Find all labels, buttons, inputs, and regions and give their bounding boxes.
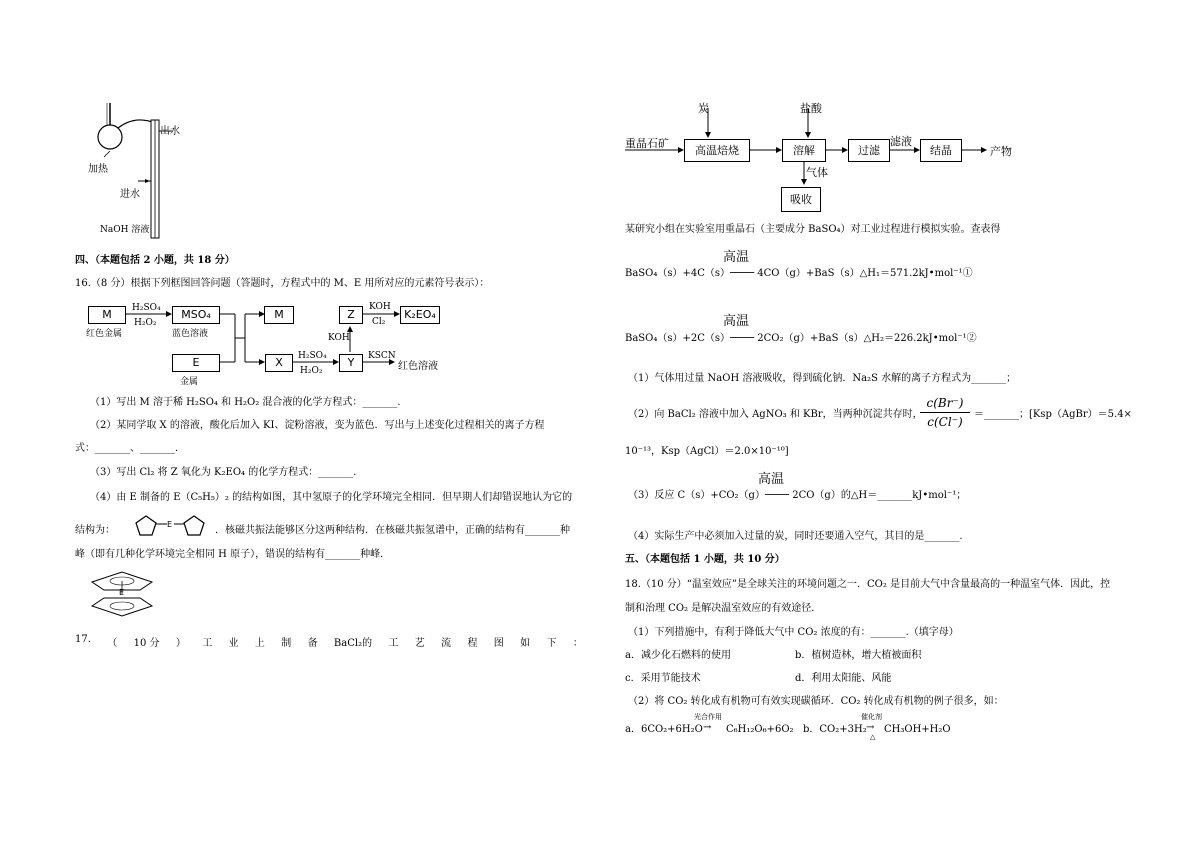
q17-char: 下 <box>546 638 557 649</box>
q17-char: 程 <box>467 638 478 649</box>
q17-char: 17. <box>75 634 91 645</box>
koh-up-label: KOH <box>328 333 350 343</box>
box-E: E <box>172 354 220 372</box>
q17-char: 上 <box>254 638 265 649</box>
q17-eq1: BaSO₄（s）+4C（s）──── 4CO（g）+BaS（s）△H₁＝571.2kJ•mol⁻¹① <box>625 268 973 279</box>
q18-eq-b-left: b．CO₂+3H₂ <box>803 724 867 735</box>
q16-p1: （1）写出 M 溶于稀 H₂SO₄ 和 H₂O₂ 混合液的化学方程式：_______. <box>90 397 401 408</box>
q17-intro: 某研究小组在实验室用重晶石（主要成分 BaSO₄）对工业过程进行模拟实验。查表得 <box>625 224 1001 235</box>
q18-p2: （2）将 CO₂ 转化成有机物可有效实现碳循环．CO₂ 转化成有机物的例子很多，如： <box>628 696 1004 707</box>
q17-flow-connectors <box>620 100 1040 215</box>
box-roast: 高温焙烧 <box>684 139 750 162</box>
arrow2-bottom: H₂O₂ <box>300 366 323 376</box>
filtrate-label: 滤液 <box>890 135 912 148</box>
q17-char: 流 <box>441 638 452 649</box>
box-Y: Y <box>339 354 363 372</box>
heat-label: 加热 <box>88 164 108 175</box>
box-dissolve: 溶解 <box>782 139 826 162</box>
water-out-label: 出水 <box>160 126 180 137</box>
q18-opt-a: a．减少化石燃料的使用 <box>625 650 731 661</box>
wrong-structure-image <box>132 510 212 538</box>
q17-p1: （1）气体用过量 NaOH 溶液吸收，得到硫化钠．Na₂S 水解的离子方程式为_______； <box>628 373 1017 384</box>
q16-p4b-pre: 结构为： <box>75 525 115 536</box>
q17-char: ： <box>572 638 583 649</box>
box-crystal: 结晶 <box>920 139 962 162</box>
q16-p4b-post: ．核磁共振法能够区分这两种结构．在核磁共振氢谱中，正确的结构有_______种 <box>215 525 570 536</box>
ore-label: 重晶石矿 <box>625 137 669 150</box>
arrow1-bottom: H₂O₂ <box>134 318 157 328</box>
q16-p4c: 峰（即有几种化学环境完全相同 H 原子），错误的结构有_______种峰． <box>75 549 391 560</box>
q17-p2b: 10⁻¹³，Ksp（AgCl）＝2.0×10⁻¹⁰] <box>625 446 789 457</box>
box-M2: M <box>264 306 294 324</box>
naoh-label: NaOH 溶液 <box>100 225 150 235</box>
q16-p2a: （2）某同学取 X 的溶液，酸化后加入 KI、淀粉溶液，变为蓝色．写出与上述变化过程相关的离子方程 <box>90 420 545 431</box>
q17-eq2: BaSO₄（s）+2C（s）──── 2CO₂（g）+BaS（s）△H₂＝226.2kJ•mol⁻¹② <box>625 333 977 344</box>
q17-char: BaCl₂的 <box>333 638 373 649</box>
q17-p3: （3）反应 C（s）+CO₂（g）──── 2CO（g）的△H＝_______kJ•mol⁻¹； <box>628 490 967 501</box>
q18-intro1: 18.（10 分）“温室效应”是全球关注的环境问题之一．CO₂ 是目前大气中含量最高的一种温室气体．因此，控 <box>625 579 1111 590</box>
arrow3-bottom: Cl₂ <box>372 317 386 327</box>
q17-heading <box>75 634 583 649</box>
hcl-label: 盐酸 <box>800 102 822 115</box>
eq-a-arrow: → <box>703 722 712 733</box>
fraction-denominator: c(Cl⁻) <box>927 415 963 429</box>
q17-char: （ <box>107 638 118 649</box>
eq3-condition: 高温 <box>758 472 785 487</box>
q17-char: 艺 <box>414 638 425 649</box>
q17-char: 工 <box>388 638 399 649</box>
ferrocene-E-label: E <box>119 588 125 597</box>
q18-opt-d: d．利用太阳能、风能 <box>795 673 892 684</box>
q16-intro: 16.（8 分）根据下列框图回答问题（答题时，方程式中的 M、E 用所对应的元素符号表示）： <box>75 278 490 289</box>
box-MSO4-sublabel: 蓝色溶液 <box>172 329 209 339</box>
red-solution-label: 红色溶液 <box>398 361 438 372</box>
arrow2-top: H₂SO₄ <box>298 351 327 361</box>
arrow1-top: H₂SO₄ <box>132 303 161 313</box>
ksc-label: KSCN <box>368 351 396 361</box>
q16-p3: （3）写出 Cl₂ 将 Z 氧化为 K₂EO₄ 的化学方程式：_______. <box>90 467 357 478</box>
fraction-numerator: c(Br⁻) <box>920 396 970 413</box>
gas-label: 气体 <box>806 166 828 179</box>
q18-opt-c: c．采用节能技术 <box>625 673 701 684</box>
q18-eq-a-right: C₆H₁₂O₆+6O₂ <box>726 724 794 735</box>
q17-char: 业 <box>228 638 239 649</box>
q18-opt-b: b．植树造林，增大植被面积 <box>795 650 922 661</box>
carbon-label: 炭 <box>698 102 709 115</box>
eq-b-condition-top: 催化剂 <box>861 713 882 721</box>
q17-char: 备 <box>307 638 318 649</box>
eq1-condition: 高温 <box>723 250 750 265</box>
box-X: X <box>265 354 293 372</box>
q16-p2b: 式：_______、_______． <box>75 443 185 454</box>
eq-b-arrow: → <box>866 722 875 733</box>
eq2-condition: 高温 <box>723 314 750 329</box>
q17-char: 图 <box>493 638 504 649</box>
eq-b-condition-bottom: △ <box>870 733 876 741</box>
box-K2EO4: K₂EO₄ <box>400 306 440 324</box>
arrow3-top: KOH <box>369 302 391 312</box>
section4-heading: 四、（本题包括 2 小题，共 18 分） <box>75 255 235 266</box>
q17-p4: （4）实际生产中必须加入过量的炭，同时还要通入空气，其目的是_______. <box>628 531 963 542</box>
box-M: M <box>88 306 126 324</box>
q17-char: 10 分 <box>133 638 160 649</box>
box-E-sublabel: 金属 <box>180 377 199 387</box>
eq-a-condition: 光合作用 <box>694 713 722 721</box>
fraction <box>920 396 970 429</box>
q17-p2-pre: （2）向 BaCl₂ 溶液中加入 AgNO₃ 和 KBr，当两种沉淀共存时， <box>628 409 923 420</box>
q17-char: 工 <box>202 638 213 649</box>
box-Z: Z <box>339 306 363 324</box>
box-filter: 过滤 <box>848 139 890 162</box>
box-absorb: 吸收 <box>781 187 821 212</box>
section5-heading: 五、（本题包括 1 小题，共 10 分） <box>625 554 785 565</box>
q18-p1: （1）下列措施中，有利于降低大气中 CO₂ 浓度的有：_______.（填字母） <box>628 627 959 638</box>
q17-p2-post: ＝_______；[Ksp（AgBr）＝5.4× <box>974 409 1132 420</box>
water-in-label: 进水 <box>120 189 140 200</box>
q17-char: 制 <box>281 638 292 649</box>
q17-char: ） <box>175 638 186 649</box>
q17-char: 如 <box>520 638 531 649</box>
product-label: 产物 <box>990 145 1012 158</box>
q16-p4a: （4）由 E 制备的 E（C₅H₅）₂ 的结构如图，其中氢原子的化学环境完全相同．但早期人们却错误地认为它的 <box>90 492 573 503</box>
box-MSO4: MSO₄ <box>172 306 220 324</box>
q18-eq-b-right: CH₃OH+H₂O <box>884 724 951 735</box>
q18-intro2: 制和治理 CO₂ 是解决温室效应的有效途径． <box>625 603 822 614</box>
svg-text:E: E <box>167 520 173 529</box>
box-M-sublabel: 红色金属 <box>86 329 123 339</box>
q18-eq-a-left: a．6CO₂+6H₂O <box>625 724 703 735</box>
